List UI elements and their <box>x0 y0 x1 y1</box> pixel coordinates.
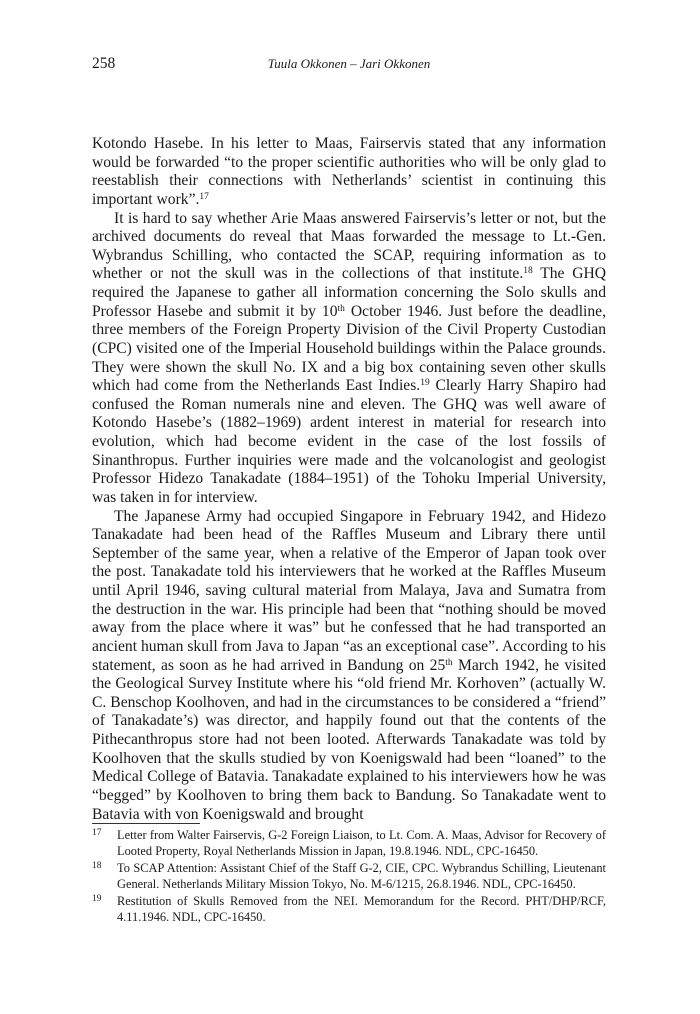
text-run: The GHQ required the Japanese to gather all information concerning the Solo skulls and Professor Hasebe and submit it by 10 <box>92 265 606 320</box>
body-paragraph <box>92 508 606 825</box>
text-run: Kotondo Hasebe. In his letter to Maas, Fairservis stated that any information would be forwarded “to the proper scientific authorities who will be only glad to reestablish their connections with Netherlands’ scientist in continuing this important work”. <box>92 135 606 208</box>
footnote <box>92 894 606 925</box>
text-run: The Japanese Army had occupied Singapore in February 1942, and Hidezo Tanakadate had been head of the Raffles Museum and Library there until September of the same year, when a relative of the Emperor of Japan took over the post. Tanakadate told his interviewers that he worked at the Raffles Museum until April 1946, saving cultural material from Malaya, Java and Sumatra from the destruction in the war. His principle had been that “nothing should be moved away from the place where it was” but he confessed that he had transported an ancient human skull from Java to Japan “as an exceptional case”. According to his statement, as soon as he had arrived in Bandung on 25 <box>92 507 606 674</box>
text-run: Clearly Harry Shapiro had confused the Roman numerals nine and eleven. The GHQ was well aware of Kotondo Hasebe’s (1882–1969) ardent interest in material for research into evolution, which had become evident in the case of the lost fossils of Sinanthropus. Further inquiries were made and the volcanologist and geologist Professor Hidezo Tanakadate (1884–1951) of the Tohoku Imperial University, was taken in for interview. <box>92 377 606 506</box>
body-paragraph <box>92 135 606 210</box>
running-head <box>92 55 606 75</box>
footnote-number: 18 <box>92 861 102 871</box>
text-run: March 1942, he visited the Geological Survey Institute where his “old friend Mr. Korhoven” (actually W. C. Benschop Koolhoven, and had in the circumstances to be considered a “friend” of Tanakadate’s) was director, and happily found out that the contents of the Pithecanthropus store had not been looted. Afterwards Tanakadate was told by Koolhoven that the skulls studied by von Koenigswald had been “loaned” to the Medical College of Batavia. Tanakadate explained to his interviewers how he was “begged” by Koolhoven to bring them back to Bandung. So Tanakadate went to Batavia with von Koenigswald and brought <box>92 656 606 823</box>
body-paragraph <box>92 210 606 508</box>
body-text <box>92 135 606 824</box>
superscript: 18 <box>523 266 533 277</box>
footnote <box>92 828 606 859</box>
footnote-text: Letter from Walter Fairservis, G-2 Foreign Liaison, to Lt. Com. A. Maas, Advisor for Recovery of Looted Property, Royal Netherlands Mission in Japan, 19.8.1946. NDL, CPC-16450. <box>117 828 606 858</box>
page-number: 258 <box>92 55 116 72</box>
footnote <box>92 861 606 892</box>
footnote-text: Restitution of Skulls Removed from the NEI. Memorandum for the Record. PHT/DHP/RCF, 4.11.1946. NDL, CPC-16450. <box>117 894 606 924</box>
superscript: th <box>445 657 453 668</box>
superscript: 17 <box>199 191 209 202</box>
footnote-number: 17 <box>92 828 102 838</box>
text-run: It is hard to say whether Arie Maas answered Fairservis’s letter or not, but the archived documents do reveal that Maas forwarded the message to Lt.-Gen. Wybrandus Schilling, who contacted the SCAP, requiring information as to whether or not the skull was in the collections of that institute. <box>92 209 606 283</box>
footnote-text: To SCAP Attention: Assistant Chief of the Staff G-2, CIE, CPC. Wybrandus Schilling, Lieutenant General. Netherlands Military Mission Tokyo, No. M-6/1215, 26.8.1946. NDL, CPC-16450. <box>117 861 606 891</box>
running-title: Tuula Okkonen – Jari Okkonen <box>267 56 431 71</box>
text-run: October 1946. Just before the deadline, three members of the Foreign Property Division of the Civil Property Custodian (CPC) visited one of the Imperial Household buildings within the Palace grounds. They were shown the skull No. IX and a big box containing seven other skulls which had come from the Netherlands East Indies. <box>92 302 606 395</box>
footnote-divider <box>92 823 200 824</box>
superscript: th <box>337 303 345 314</box>
footnotes <box>92 828 606 927</box>
footnote-number: 19 <box>92 894 102 904</box>
superscript: 19 <box>420 378 430 389</box>
